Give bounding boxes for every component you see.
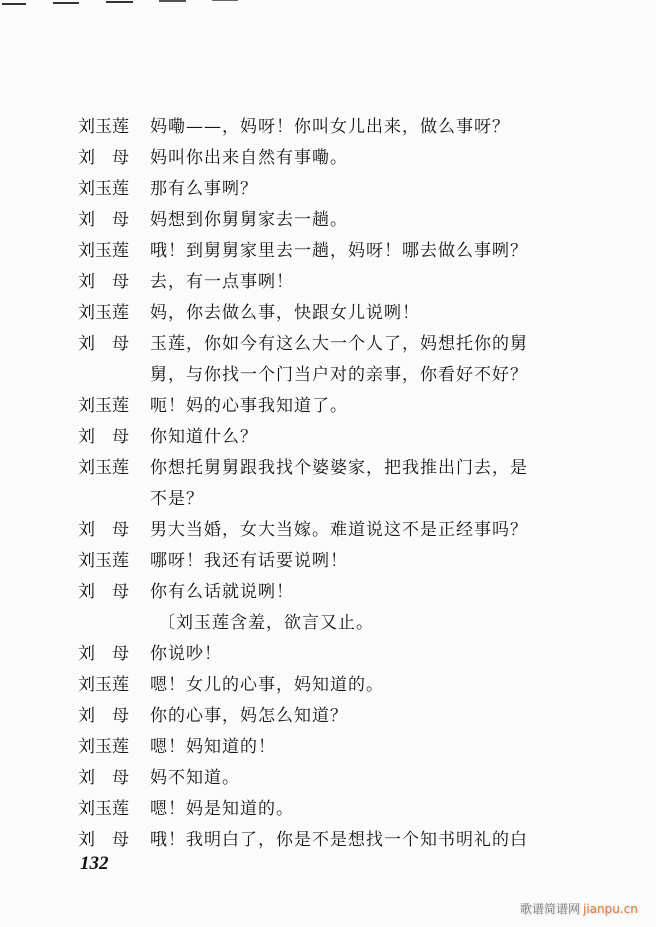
speaker-name: 刘 母 [78,427,129,447]
dialogue-line [78,267,578,298]
speaker-name: 刘玉莲 [78,303,129,323]
speaker-name: 刘玉莲 [78,117,129,137]
speaker-name: 刘玉莲 [78,675,129,695]
speech-text: 妈，你去做么事，快跟女儿说咧！ [150,303,420,323]
speaker-name: 刘 母 [78,582,129,602]
watermark-text: 歌谱简谱网 [520,902,581,916]
speaker-name: 刘 母 [78,210,129,230]
speaker-name: 刘 母 [78,830,129,850]
stage-direction [78,608,578,639]
speaker-name: 刘玉莲 [78,551,129,571]
dialogue-line [78,236,578,267]
speech-text: 呃！妈的心事我知道了。 [150,396,348,416]
dialogue-line [78,794,578,825]
dialogue-line [78,515,578,546]
dialogue-line [78,670,578,701]
speaker-name: 刘玉莲 [78,799,129,819]
dialogue-line [78,639,578,670]
speech-text: 哦！我明白了，你是不是想找一个知书明礼的白 [150,830,528,850]
speech-text: 你想托舅舅跟我找个婆婆家，把我推出门去，是 [150,458,528,478]
dialogue-line [78,825,578,856]
speaker-name: 刘 母 [78,706,129,726]
speech-text: 男大当婚，女大当嫁。难道说这不是正经事吗？ [150,520,528,540]
dialogue-line [78,391,578,422]
speech-text: 妈叫你出来自然有事嘞。 [150,148,348,168]
dialogue-line [78,143,578,174]
speaker-name: 刘 母 [78,334,129,354]
dialogue-line [78,112,578,143]
speaker-name: 刘玉莲 [78,241,129,261]
speech-text: 那有么事咧？ [150,179,258,199]
top-edge-marks [0,0,320,6]
page-number: 132 [80,853,109,874]
speaker-name: 刘玉莲 [78,737,129,757]
speaker-name: 刘 母 [78,644,129,664]
speech-text: 妈不知道。 [150,768,240,788]
speech-text: 你说吵！ [150,644,222,664]
stage-direction-text: 〔刘玉莲含羞，欲言又止。 [158,613,374,633]
top-mark [2,3,26,5]
speaker-name: 刘玉莲 [78,396,129,416]
top-mark [212,0,238,1]
top-mark [53,2,79,4]
dialogue-continuation [78,360,578,391]
speech-text: 哪呀！我还有话要说咧！ [150,551,348,571]
speech-text: 哦！到舅舅家里去一趟，妈呀！哪去做么事咧？ [150,241,528,261]
speech-text: 你有么话就说咧！ [150,582,294,602]
dialogue-line [78,422,578,453]
dialogue-line [78,205,578,236]
watermark [520,900,638,917]
speech-text: 你的心事，妈怎么知道？ [150,706,348,726]
speech-text: 妈嘞——，妈呀！你叫女儿出来，做么事呀？ [150,117,510,137]
speech-text: 妈想到你舅舅家去一趟。 [150,210,348,230]
dialogue-line [78,763,578,794]
speech-text: 不是？ [150,489,204,509]
speech-text: 你知道什么？ [150,427,258,447]
watermark-site: jianpu.cn [583,902,638,916]
dialogue-line [78,174,578,205]
dialogue-continuation [78,484,578,515]
speaker-name: 刘 母 [78,272,129,292]
dialogue-line [78,298,578,329]
dialogue-line [78,732,578,763]
dialogue-line [78,453,578,484]
speech-text: 玉莲，你如今有这么大一个人了，妈想托你的舅 [150,334,528,354]
top-mark [159,0,186,2]
top-mark [106,1,133,3]
play-script-dialogue [78,112,578,856]
speech-text: 舅，与你找一个门当户对的亲事，你看好不好？ [150,365,528,385]
speaker-name: 刘 母 [78,768,129,788]
speech-text: 嗯！妈是知道的。 [150,799,294,819]
speaker-name: 刘 母 [78,148,129,168]
dialogue-line [78,546,578,577]
speech-text: 去，有一点事咧！ [150,272,294,292]
speaker-name: 刘 母 [78,520,129,540]
speaker-name: 刘玉莲 [78,458,129,478]
speech-text: 嗯！女儿的心事，妈知道的。 [150,675,384,695]
speech-text: 嗯！妈知道的！ [150,737,276,757]
speaker-name: 刘玉莲 [78,179,129,199]
dialogue-line [78,329,578,360]
dialogue-line [78,577,578,608]
dialogue-line [78,701,578,732]
